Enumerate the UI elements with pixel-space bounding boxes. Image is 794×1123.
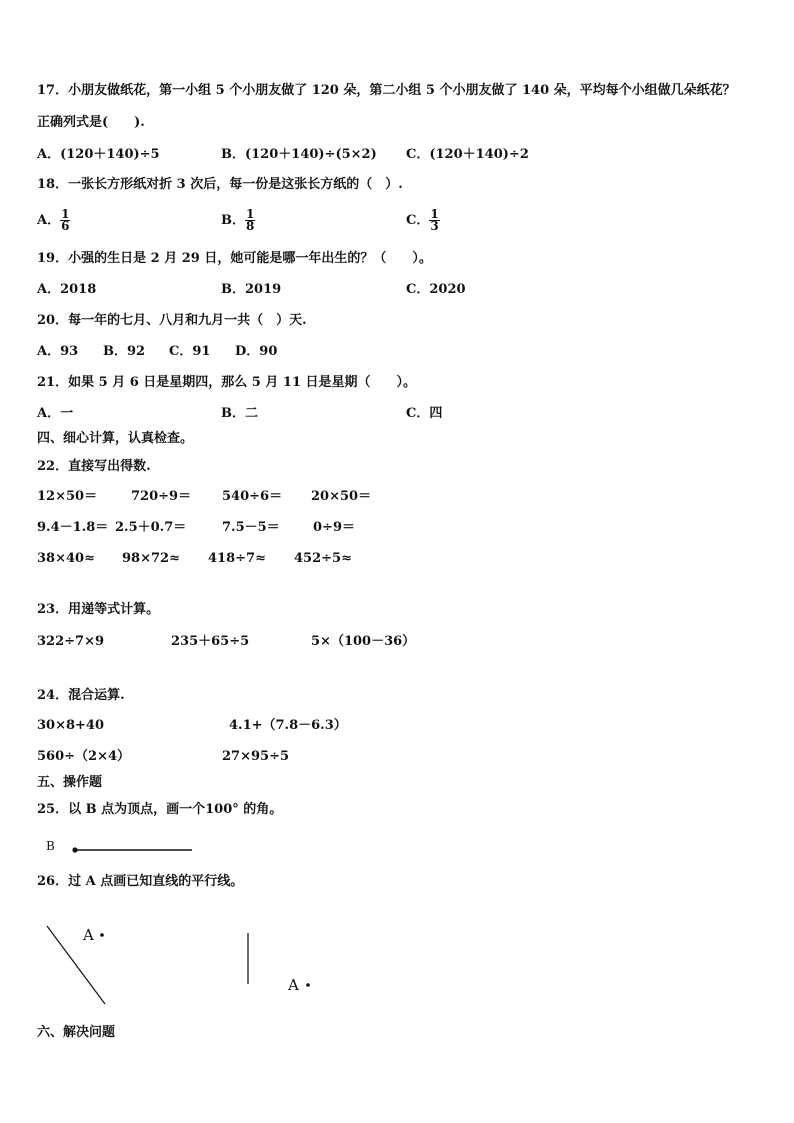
q26-slanted-line bbox=[47, 926, 105, 1004]
q20-option-c: C．91 bbox=[169, 344, 211, 359]
q22-r2-c1: 9.4－1.8＝ bbox=[37, 520, 109, 535]
q23-stem: 23．用递等式计算。 bbox=[37, 602, 160, 617]
q26-point-a2 bbox=[306, 983, 310, 987]
q26-point-label-a2: A bbox=[288, 976, 299, 994]
q22-stem: 22．直接写出得数. bbox=[37, 459, 151, 474]
q22-r1-c2: 720÷9＝ bbox=[131, 489, 192, 504]
q22-r1-c3: 540÷6＝ bbox=[222, 489, 283, 504]
q24-item-2: 4.1+（7.8－6.3） bbox=[229, 718, 347, 733]
q22-r2-c3: 7.5－5＝ bbox=[222, 520, 280, 535]
q24-item-4: 27×95÷5 bbox=[222, 749, 290, 764]
q21-option-c: C．四 bbox=[406, 406, 443, 421]
q26-point-a1 bbox=[100, 933, 104, 937]
q19-option-b: B．2019 bbox=[221, 282, 282, 297]
option-letter: B． bbox=[221, 213, 245, 228]
q23-item-2: 235＋65÷5 bbox=[171, 634, 250, 649]
q24-item-1: 30×8+40 bbox=[37, 718, 105, 733]
option-letter: C． bbox=[406, 213, 430, 228]
q22-r3-c1: 38×40≈ bbox=[37, 551, 95, 566]
q17-stem: 17．小朋友做纸花，第一小组 5 个小朋友做了 120 朵，第二小组 5 个小朋友做了 140 朵，平均每个小组做几朵纸花？ bbox=[37, 83, 736, 98]
q22-r2-c2: 2.5＋0.7＝ bbox=[115, 520, 187, 535]
q17-stem-line2: 正确列式是( ). bbox=[37, 115, 145, 130]
q26-stem: 26．过 A 点画已知直线的平行线。 bbox=[37, 874, 244, 889]
q25-stem: 25．以 B 点为顶点，画一个100° 的角。 bbox=[37, 802, 283, 817]
q17-option-a: A．(120＋140)÷5 bbox=[37, 147, 160, 162]
section-5-heading: 五、操作题 bbox=[37, 775, 103, 790]
q19-option-c: C．2020 bbox=[406, 282, 466, 297]
q17-option-b: B．(120＋140)÷(5×2) bbox=[221, 147, 377, 162]
section-6-heading: 六、解决问题 bbox=[37, 1025, 116, 1040]
q22-r1-c4: 20×50＝ bbox=[311, 489, 372, 504]
q23-item-1: 322÷7×9 bbox=[37, 634, 105, 649]
q17-option-c: C．(120＋140)÷2 bbox=[406, 147, 529, 162]
q22-r3-c2: 98×72≈ bbox=[122, 551, 180, 566]
q24-stem: 24．混合运算. bbox=[37, 688, 125, 703]
q19-stem: 19．小强的生日是 2 月 29 日，她可能是哪一年出生的？（ ）。 bbox=[37, 251, 432, 266]
q25-point-label-b: B bbox=[46, 839, 55, 853]
numerator: 1 bbox=[430, 207, 439, 221]
q22-r2-c4: 0÷9＝ bbox=[313, 520, 355, 535]
q22-r3-c4: 452÷5≈ bbox=[294, 551, 352, 566]
q21-option-b: B．二 bbox=[221, 406, 258, 421]
section-4-heading: 四、细心计算，认真检查。 bbox=[37, 431, 194, 446]
q21-stem: 21．如果 5 月 6 日是星期四，那么 5 月 11 日是星期（ ）。 bbox=[37, 375, 417, 390]
q19-option-a: A．2018 bbox=[37, 282, 97, 297]
q18-stem: 18．一张长方形纸对折 3 次后，每一份是这张长方纸的（ ）. bbox=[37, 177, 403, 192]
q24-item-3: 560÷（2×4） bbox=[37, 749, 131, 764]
q20-option-b: B．92 bbox=[103, 344, 146, 359]
q25-point-b bbox=[72, 847, 77, 852]
denominator: 3 bbox=[430, 219, 439, 233]
q26-point-label-a1: A bbox=[83, 926, 94, 944]
denominator: 6 bbox=[61, 219, 70, 233]
q21-option-a: A．一 bbox=[37, 406, 74, 421]
q23-item-3: 5×（100－36） bbox=[311, 634, 416, 649]
numerator: 1 bbox=[246, 207, 255, 221]
q20-option-d: D．90 bbox=[235, 344, 278, 359]
numerator: 1 bbox=[61, 207, 70, 221]
q20-stem: 20．每一年的七月、八月和九月一共（ ）天. bbox=[37, 313, 307, 328]
q20-option-a: A．93 bbox=[37, 344, 79, 359]
q22-r1-c1: 12×50＝ bbox=[37, 489, 98, 504]
denominator: 8 bbox=[246, 219, 255, 233]
option-letter: A． bbox=[37, 213, 61, 228]
q22-r3-c3: 418÷7≈ bbox=[208, 551, 266, 566]
